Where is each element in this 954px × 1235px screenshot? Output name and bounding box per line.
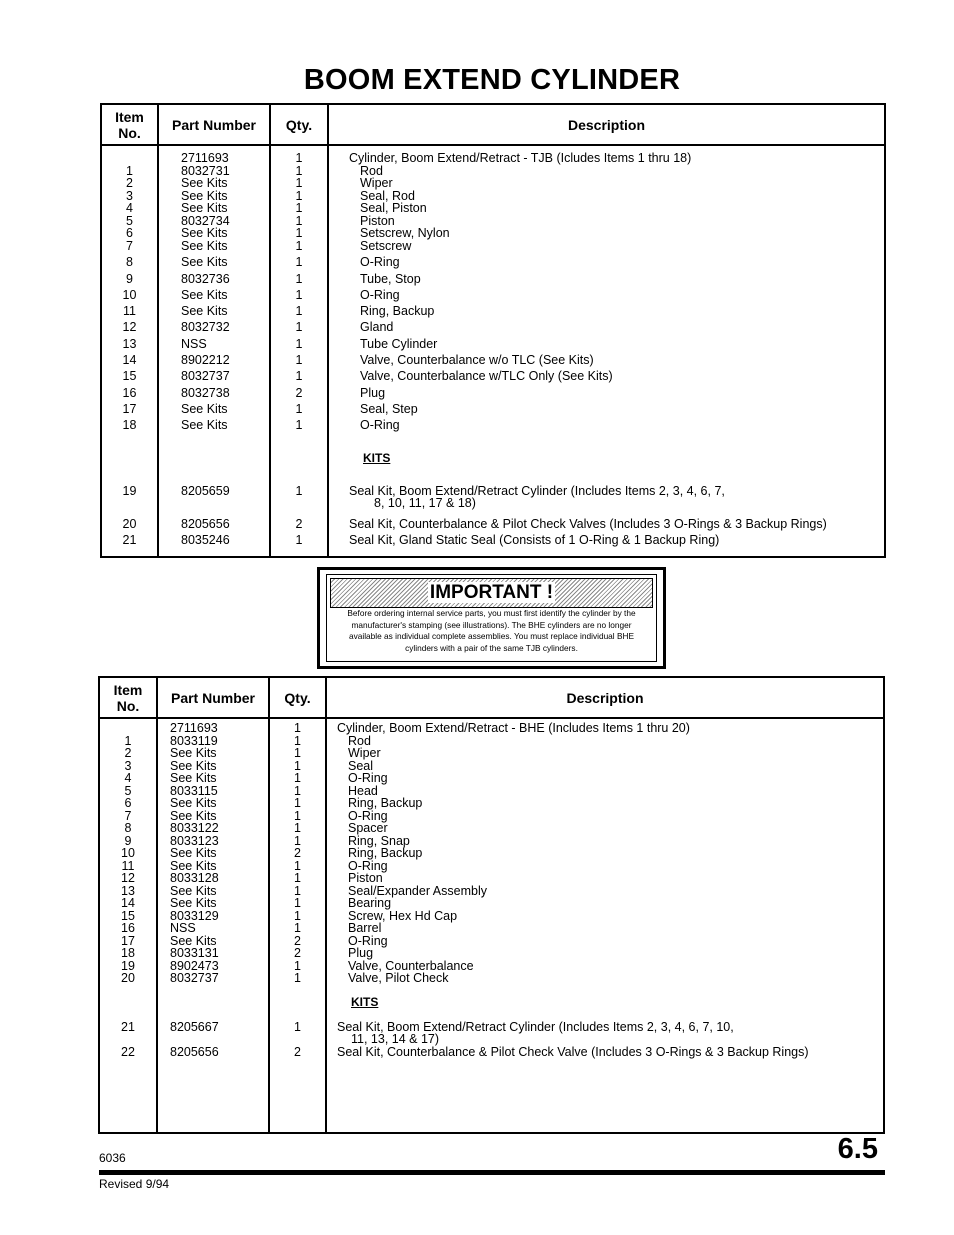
item-number: 17 [121,933,135,948]
quantity: 1 [294,821,301,835]
part-description: Valve, Pilot Check [348,971,449,985]
part-number-column [157,718,269,1133]
kit-description: Seal Kit, Counterbalance & Pilot Check Valve (Includes 3 O-Rings & 3 Backup Rings) [337,1045,809,1059]
quantity: 1 [294,958,301,973]
quantity: 1 [295,287,303,302]
quantity: 2 [295,386,303,400]
quantity: 1 [294,758,301,773]
kit-description-continued: 8, 10, 11, 17 & 18) [374,496,476,510]
header-item-no: Item No. [101,104,158,145]
part-number: See Kits [181,176,228,190]
quantity: 2 [294,846,301,860]
quantity: 2 [295,517,303,531]
part-number: See Kits [181,238,228,253]
quantity: 2 [294,1045,301,1059]
quantity: 1 [295,533,303,547]
part-description: Gland [360,320,394,334]
item-number: 21 [122,533,137,547]
part-description: O-Ring [348,858,388,873]
item-number: 11 [123,304,136,318]
item-number: 1 [126,163,133,178]
quantity: 1 [295,418,303,432]
part-number: 8033131 [170,946,219,960]
quantity: 1 [294,908,301,923]
quantity: 1 [295,484,303,498]
part-number: 8033129 [170,908,219,923]
revision-date: Revised 9/94 [99,1177,170,1191]
quantity: 1 [294,796,301,810]
item-number: 6 [126,226,133,240]
item-number: 16 [122,386,137,400]
part-number: 8205656 [181,517,230,531]
part-number: See Kits [170,771,217,785]
item-number: 12 [122,320,137,334]
quantity: 2 [294,946,301,960]
parts-table-bhe [98,676,885,1134]
part-description: Cylinder, Boom Extend/Retract - BHE (Includes Items 1 thru 20) [337,721,690,735]
item-number: 7 [124,808,132,823]
quantity: 1 [294,971,301,985]
part-description: Seal, Piston [360,201,427,215]
important-notice [317,567,666,669]
part-description: Screw, Hex Hd Cap [348,908,458,923]
item-number: 2 [126,176,133,190]
quantity: 1 [295,271,303,286]
quantity: 1 [295,201,303,215]
header-item-no: Item No. [99,677,157,718]
item-number: 13 [121,883,135,898]
part-number: See Kits [170,808,217,823]
header-part-number: Part Number [158,104,270,145]
part-number: See Kits [170,846,217,860]
part-number: 8205659 [181,484,230,498]
part-number: See Kits [181,201,228,215]
item-number: 15 [122,369,137,383]
part-description: Piston [348,871,383,885]
item-number: 3 [126,188,133,203]
part-description: O-Ring [360,255,400,269]
part-number: 8032736 [181,271,230,286]
quantity: 1 [294,1020,301,1034]
kit-description: Seal Kit, Boom Extend/Retract Cylinder (Includes Items 2, 3, 4, 6, 7, 10, [337,1020,734,1034]
part-description: Ring, Snap [348,833,410,848]
item-number: 19 [121,958,135,973]
quantity: 1 [294,771,301,785]
part-number-column [158,145,270,557]
part-description: Wiper [348,746,381,760]
part-number: 8205667 [170,1020,219,1034]
quantity: 1 [294,921,301,935]
part-description: Piston [360,213,395,228]
quantity: 1 [294,871,301,885]
footer-rule [99,1170,885,1175]
quantity: 1 [295,402,303,416]
quantity: 1 [295,213,303,228]
part-number: See Kits [170,746,217,760]
part-description: Wiper [360,176,393,190]
part-description: O-Ring [360,287,400,302]
header-qty: Qty. [270,104,328,145]
quantity: 1 [295,336,303,351]
part-description: Ring, Backup [360,304,435,318]
quantity: 1 [295,353,303,367]
item-number: 11 [121,858,135,873]
quantity: 1 [295,151,303,165]
part-number: See Kits [181,418,228,432]
item-number: 16 [121,921,135,935]
page-title: BOOM EXTEND CYLINDER [303,64,681,96]
part-description: Seal, Rod [360,188,415,203]
item-number: 13 [122,336,137,351]
part-description: Bearing [348,896,392,910]
kit-description: Seal Kit, Gland Static Seal (Consists of 1 O-Ring & 1 Backup Ring) [349,533,720,547]
part-number: See Kits [170,933,217,948]
part-number: 8032737 [170,971,219,985]
item-number: 18 [121,946,135,960]
part-number: See Kits [170,883,217,898]
item-number: 22 [121,1045,135,1059]
item-number: 3 [124,758,132,773]
kits-heading: KITS [363,451,391,465]
part-description: Ring, Backup [348,846,423,860]
item-number: 4 [124,771,132,785]
item-number: 12 [121,871,135,885]
quantity: 1 [294,746,301,760]
part-number: 8205656 [170,1045,219,1059]
part-number: NSS [170,921,196,935]
table-header-row [99,677,884,718]
part-number: 8033123 [170,833,219,848]
item-number: 21 [121,1020,135,1034]
item-number: 6 [124,796,132,810]
quantity: 1 [294,833,301,848]
quantity: 1 [295,369,303,383]
quantity: 1 [294,808,301,823]
important-banner [330,578,653,608]
part-description: Setscrew [360,238,412,253]
item-number: 14 [122,353,137,367]
part-number: See Kits [170,858,217,873]
quantity: 1 [295,176,303,190]
part-description: Plug [348,946,374,960]
header-description: Description [328,104,885,145]
kits-heading: KITS [351,995,379,1009]
item-number: 10 [121,846,135,860]
item-number: 18 [122,418,137,432]
header-description: Description [326,677,884,718]
part-description: Setscrew, Nylon [360,226,450,240]
kit-description-continued: 11, 13, 14 & 17) [351,1032,440,1046]
part-number: 8033128 [170,871,219,885]
part-description: Plug [360,386,386,400]
item-number: 8 [124,821,132,835]
part-number: 2711693 [181,151,229,165]
qty-column [270,145,328,557]
part-number: 8032731 [181,163,230,178]
quantity: 1 [294,883,301,898]
quantity: 1 [295,163,303,178]
part-description: O-Ring [348,933,388,948]
item-number: 8 [126,255,133,269]
part-description: Head [348,783,378,798]
part-description: O-Ring [348,808,388,823]
quantity: 1 [295,226,303,240]
quantity: 1 [295,238,303,253]
part-description: Barrel [348,921,382,935]
part-number: See Kits [181,255,228,269]
description-column [326,718,884,1133]
part-number: See Kits [181,402,228,416]
item-number: 2 [124,746,132,760]
part-number: See Kits [170,758,217,773]
quantity: 2 [294,933,301,948]
item-number: 15 [121,908,135,923]
part-description: Seal/Expander Assembly [348,883,487,898]
part-number: 8033122 [170,821,219,835]
part-number: 8032732 [181,320,230,334]
part-description: Seal, Step [360,402,418,416]
part-description: Rod [348,733,371,748]
item-number: 20 [121,971,135,985]
item-number: 9 [124,833,132,848]
item-number: 1 [124,733,132,748]
part-number: 8032737 [181,369,230,383]
part-number: See Kits [181,226,228,240]
part-number: See Kits [181,304,228,318]
part-number: 8032738 [181,386,230,400]
part-description: Tube Cylinder [360,336,438,351]
part-number: 8902473 [170,958,219,973]
part-number: 8033119 [170,733,218,748]
item-number: 19 [122,484,137,498]
quantity: 1 [295,188,303,203]
item-number: 9 [126,271,133,286]
item-number: 4 [126,201,133,215]
parts-table-tjb [100,103,886,558]
page-number: 6.5 [837,1133,878,1165]
item-number: 10 [122,287,137,302]
qty-column [269,718,326,1133]
quantity: 1 [294,733,301,748]
item-column [101,145,158,557]
part-number: See Kits [170,896,217,910]
part-description: Valve, Counterbalance w/o TLC (See Kits) [360,353,594,367]
quantity: 1 [294,896,301,910]
quantity: 1 [295,255,303,269]
part-number: 8033115 [170,783,218,798]
part-number: 8032734 [181,213,230,228]
part-description: Cylinder, Boom Extend/Retract - TJB (Icludes Items 1 thru 18) [349,151,692,165]
part-number: See Kits [181,287,228,302]
part-number: See Kits [170,796,217,810]
part-description: Valve, Counterbalance w/TLC Only (See Kits) [360,369,613,383]
part-number: NSS [181,336,207,351]
item-column [99,718,157,1133]
important-title: IMPORTANT ! [429,582,554,603]
quantity: 1 [295,304,303,318]
part-description: Ring, Backup [348,796,423,810]
kit-description: Seal Kit, Counterbalance & Pilot Check Valves (Includes 3 O-Rings & 3 Backup Rings) [349,517,827,531]
quantity: 1 [294,783,301,798]
header-qty: Qty. [269,677,326,718]
table-header-row [101,104,885,145]
part-number: 8902212 [181,353,230,367]
part-number: 8035246 [181,533,230,547]
item-number: 17 [122,402,137,416]
description-column [328,145,885,557]
part-description: Valve, Counterbalance [348,958,474,973]
item-number: 5 [126,213,133,228]
item-number: 7 [126,238,133,253]
item-number: 5 [124,783,132,798]
part-description: Tube, Stop [360,271,421,286]
part-description: Seal [348,758,374,773]
part-number: 2711693 [170,721,218,735]
part-description: O-Ring [360,418,400,432]
important-text: Before ordering internal service parts, you must first identify the cylinder by the manufacturer's stamping (see illustrations). The BHE cylinders are no longer available as individual complete assemblies. You must replace individual BHE cylinders with a pair of the same TJB cylinders. [347,608,636,653]
quantity: 1 [295,320,303,334]
header-part-number: Part Number [157,677,269,718]
quantity: 1 [294,858,301,873]
item-number: 14 [121,896,135,910]
part-number: See Kits [181,188,228,203]
quantity: 1 [294,721,301,735]
part-description: Rod [360,163,383,178]
part-description: Spacer [348,821,388,835]
item-number: 20 [122,517,137,531]
part-description: O-Ring [348,771,388,785]
kit-description: Seal Kit, Boom Extend/Retract Cylinder (Includes Items 2, 3, 4, 6, 7, [349,484,725,498]
document-code: 6036 [99,1151,126,1165]
